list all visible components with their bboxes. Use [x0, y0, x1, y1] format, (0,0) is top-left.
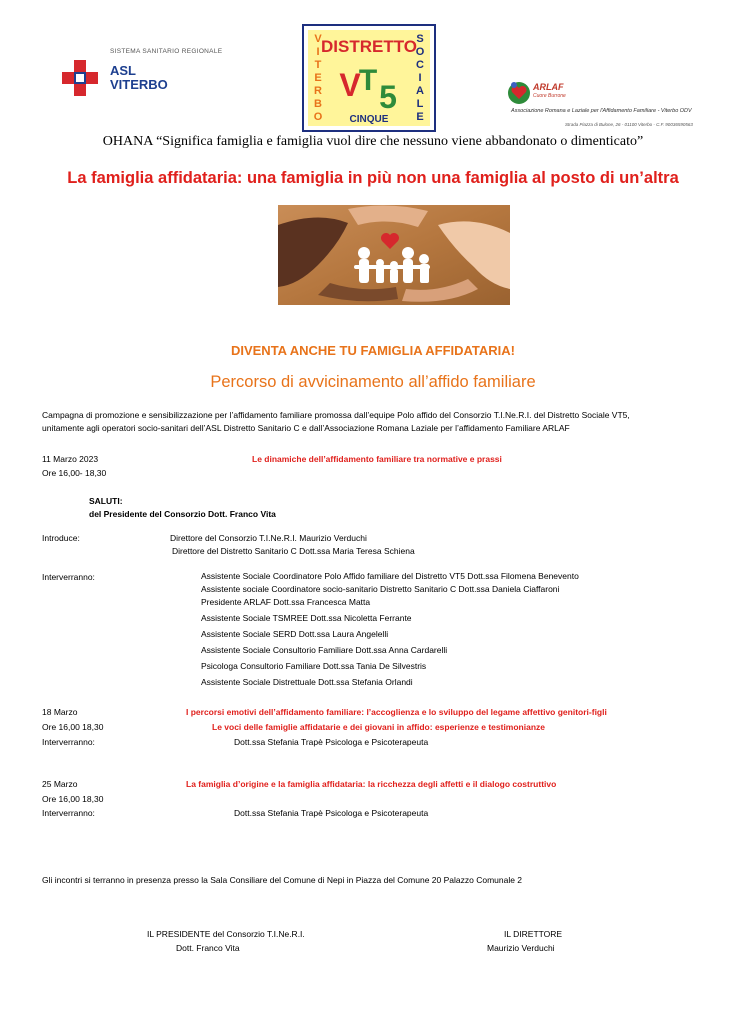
- svg-text:C: C: [416, 59, 424, 71]
- signature-left-role: IL PRESIDENTE del Consorzio T.I.Ne.R.I.: [147, 929, 305, 939]
- distretto-title: DISTRETTO: [320, 37, 418, 56]
- distretto-vt5-logo: [302, 24, 436, 132]
- svg-text:O: O: [415, 46, 425, 58]
- venue-note: Gli incontri si terranno in presenza presso la Sala Consiliare del Comune di Nepi in Piazza del Comune 20 Palazzo Comunale 2: [42, 875, 523, 885]
- svg-text:I: I: [418, 72, 422, 84]
- speaker-item: Assistente Sociale TSMREE Dott.ssa Nicoletta Ferrante: [201, 613, 412, 623]
- headline: La famiglia affidataria: una famiglia in più non una famiglia al posto di un’altra: [67, 169, 679, 187]
- svg-text:O: O: [313, 111, 323, 123]
- distretto-center-v: V: [339, 67, 361, 103]
- svg-text:V: V: [314, 33, 322, 45]
- arlaf-address: Strada Piazza di Bulone, 26 - 01100 Viterbo - C.F. 90036590563: [565, 122, 693, 127]
- distretto-center-t: T: [358, 64, 378, 97]
- speaker-item: Assistente Sociale SERD Dott.ssa Laura Angelelli: [201, 629, 389, 639]
- svg-text:E: E: [416, 111, 424, 123]
- session1-title: Le dinamiche dell’affidamento familiare tra normative e prassi: [252, 454, 502, 464]
- asl-name: [110, 64, 168, 92]
- saluti-label: SALUTI:: [89, 496, 123, 506]
- asl-viterbo-logo: [62, 48, 222, 100]
- signature-right-role: IL DIRETTORE: [504, 929, 563, 939]
- intro-paragraph: [42, 409, 722, 435]
- session3-date: 25 Marzo: [42, 779, 78, 789]
- asl-name-line1: ASL: [110, 63, 136, 78]
- svg-text:R: R: [314, 85, 322, 97]
- speaker-item: Assistente Sociale Consultorio Familiare Dott.ssa Anna Cardarelli: [201, 645, 448, 655]
- session2-time: Ore 16,00 18,30: [42, 722, 104, 732]
- distretto-center-5: 5: [379, 79, 397, 115]
- session2-date: 18 Marzo: [42, 707, 78, 717]
- introduce-list: [170, 532, 415, 558]
- distretto-logo-graphic: [304, 26, 434, 130]
- intro-line: unitamente agli operatori socio-sanitari dell’ASL Distretto Sanitario C e dall’Associazione Romana Laziale per l’affidamento Familiare ARLAF: [42, 423, 570, 433]
- session3-speakers-label: Interverranno:: [42, 808, 95, 818]
- hands-family-photo: [278, 205, 510, 305]
- call-to-action: DIVENTA ANCHE TU FAMIGLIA AFFIDATARIA!: [230, 343, 516, 358]
- session3-time: Ore 16,00 18,30: [42, 794, 104, 804]
- session2-speaker: Dott.ssa Stefania Trapè Psicologa e Psicoterapeuta: [234, 737, 429, 747]
- speaker-item: Presidente ARLAF Dott.ssa Francesca Matta: [201, 597, 371, 607]
- ohana-quote: OHANA “Significa famiglia e famiglia vuol dire che nessuno viene abbandonato o dimenticato”: [102, 134, 644, 149]
- arlaf-emblem-icon: [507, 80, 531, 106]
- session3-title: La famiglia d’origine e la famiglia affidataria: la ricchezza degli affetti e il dialogo costruttivo: [186, 779, 557, 789]
- introduce-label: Introduce:: [42, 533, 80, 543]
- arlaf-title: ARLAF: [533, 82, 564, 92]
- session1-speakers-label: Interverranno:: [42, 572, 95, 582]
- session3-speaker: Dott.ssa Stefania Trapè Psicologa e Psicoterapeuta: [234, 808, 429, 818]
- asl-name-line2: VITERBO: [110, 77, 168, 92]
- svg-text:L: L: [416, 98, 424, 110]
- session1-time: Ore 16,00- 18,30: [42, 468, 107, 478]
- session2-speakers-label: Interverranno:: [42, 737, 95, 747]
- introduce-item: Direttore del Distretto Sanitario C Dott.ssa Maria Teresa Schiena: [172, 546, 415, 556]
- signature-right-name: Maurizio Verduchi: [487, 943, 555, 953]
- intro-line: Campagna di promozione e sensibilizzazione per l’affidamento familiare promossa dall’equipe Polo affido del Consorzio T.I.Ne.R.I. del Distretto Sociale VT5,: [42, 410, 630, 420]
- svg-text:A: A: [416, 85, 424, 97]
- speaker-item: Assistente Sociale Distrettuale Dott.ssa Stefania Orlandi: [201, 677, 413, 687]
- medical-cross-icon: [62, 60, 98, 96]
- session2-title: I percorsi emotivi dell’affidamento familiare: l’accoglienza e lo sviluppo del legame affettivo genitori-figli: [186, 707, 607, 717]
- svg-text:B: B: [314, 98, 322, 110]
- asl-top-line: SISTEMA SANITARIO REGIONALE: [110, 48, 223, 55]
- arlaf-subtitle: Cuore Burrone: [533, 93, 566, 99]
- svg-text:E: E: [314, 72, 322, 84]
- introduce-item: Direttore del Consorzio T.I.Ne.R.I. Maurizio Verduchi: [170, 533, 367, 543]
- speaker-item: Assistente sociale Coordinatore socio-sanitario Distretto Sanitario C Dott.ssa Daniela Ciaffaroni: [201, 584, 560, 594]
- percorso-title: Percorso di avvicinamento all’affido familiare: [210, 373, 536, 391]
- saluti-text: del Presidente del Consorzio Dott. Franco Vita: [89, 509, 276, 519]
- svg-text:S: S: [416, 33, 424, 45]
- session1-date: 11 Marzo 2023: [42, 454, 99, 464]
- speaker-item: Assistente Sociale Coordinatore Polo Affido familiare del Distretto VT5 Dott.ssa Filomena Benevento: [201, 571, 579, 581]
- session2-subtitle: Le voci delle famiglie affidatarie e dei giovani in affido: esperienze e testimonianze: [212, 722, 546, 732]
- distretto-bottom: CINQUE: [349, 114, 389, 125]
- svg-text:I: I: [316, 46, 320, 58]
- signature-left-name: Dott. Franco Vita: [176, 943, 240, 953]
- session1-speakers-list: [201, 570, 579, 689]
- arlaf-logo: [503, 78, 693, 130]
- svg-text:T: T: [314, 59, 322, 71]
- speaker-item: Psicologa Consultorio Familiare Dott.ssa Tania De Silvestris: [201, 661, 427, 671]
- arlaf-association: Associazione Romana e Laziale per l'Affidamento Familiare - Viterbo ODV: [511, 108, 692, 114]
